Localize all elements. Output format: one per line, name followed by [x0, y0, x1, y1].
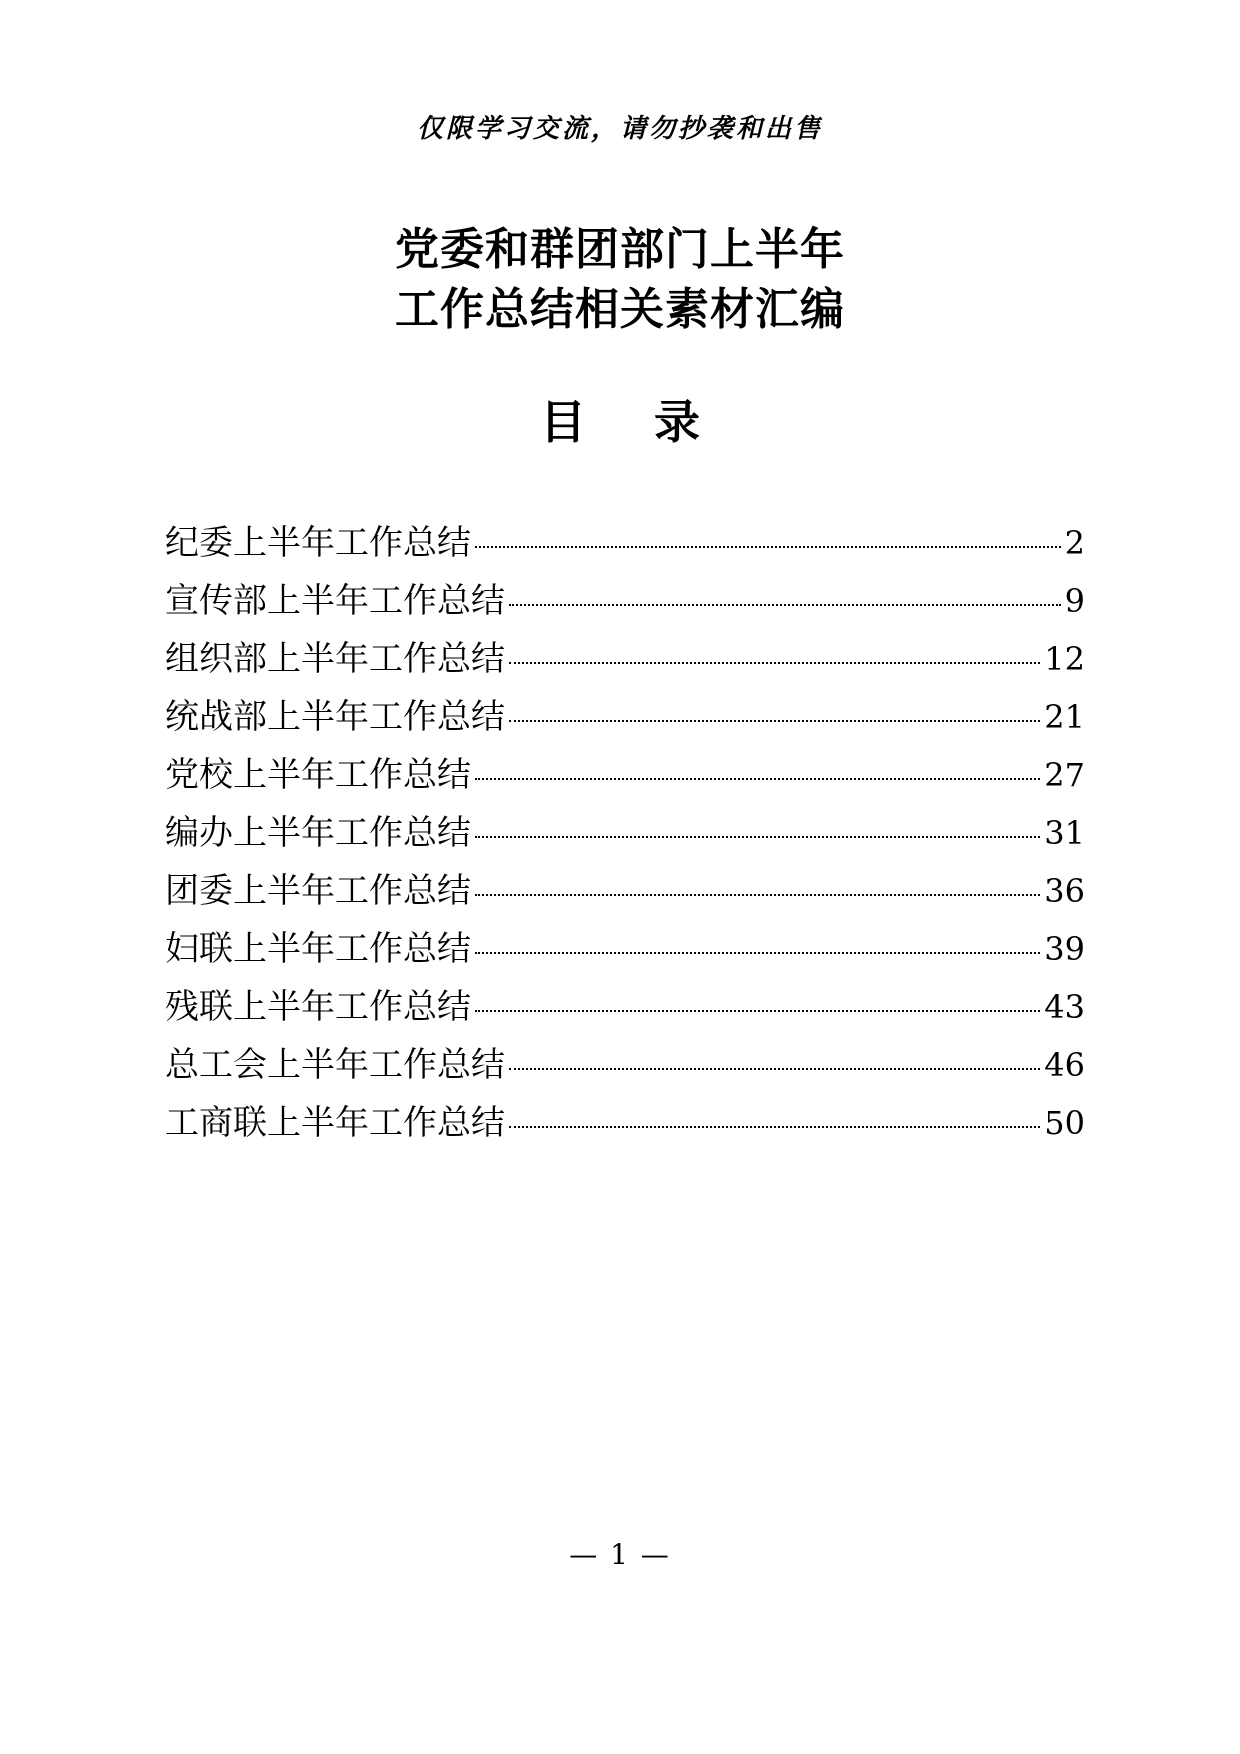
toc-leader-dots — [475, 894, 1040, 896]
toc-heading — [0, 392, 1240, 452]
toc-leader-dots — [475, 1010, 1040, 1012]
toc-leader-dots — [475, 952, 1040, 954]
document-title — [0, 220, 1240, 340]
toc-leader-dots — [509, 720, 1040, 722]
title-line-2: 工作总结相关素材汇编 — [395, 284, 845, 335]
toc-entry-label: 编办上半年工作总结 — [165, 813, 471, 853]
toc-entry-page: 12 — [1044, 640, 1085, 678]
toc-entry[interactable] — [165, 1036, 1085, 1094]
toc-heading-char-2: 录 — [654, 395, 700, 449]
toc-entry-label: 工商联上半年工作总结 — [165, 1103, 505, 1143]
toc-entry-page: 36 — [1044, 872, 1085, 910]
toc-entry-page: 9 — [1064, 582, 1085, 620]
toc-entry-page: 39 — [1044, 930, 1085, 968]
toc-leader-dots — [509, 1126, 1040, 1128]
toc-entry-label: 纪委上半年工作总结 — [165, 523, 471, 563]
toc-entry-label: 残联上半年工作总结 — [165, 987, 471, 1027]
toc-entry-label: 总工会上半年工作总结 — [165, 1045, 505, 1085]
page-number: — 1 — — [569, 1538, 671, 1571]
toc-entry-page: 50 — [1044, 1104, 1085, 1142]
table-of-contents — [165, 514, 1085, 1152]
toc-entry-page: 27 — [1044, 756, 1085, 794]
toc-entry-label: 妇联上半年工作总结 — [165, 929, 471, 969]
toc-leader-dots — [509, 1068, 1040, 1070]
toc-entry[interactable] — [165, 1094, 1085, 1152]
toc-entry[interactable] — [165, 746, 1085, 804]
title-line-1: 党委和群团部门上半年 — [395, 224, 845, 275]
toc-entry-page: 21 — [1044, 698, 1085, 736]
toc-entry[interactable] — [165, 804, 1085, 862]
toc-entry-page: 31 — [1044, 814, 1085, 852]
toc-entry[interactable] — [165, 978, 1085, 1036]
toc-leader-dots — [509, 662, 1040, 664]
toc-entry[interactable] — [165, 514, 1085, 572]
usage-notice: 仅限学习交流，请勿抄袭和出售 — [416, 114, 823, 144]
toc-entry[interactable] — [165, 920, 1085, 978]
toc-leader-dots — [475, 836, 1040, 838]
toc-entry[interactable] — [165, 630, 1085, 688]
toc-entry-label: 团委上半年工作总结 — [165, 871, 471, 911]
toc-entry[interactable] — [165, 862, 1085, 920]
toc-entry-label: 党校上半年工作总结 — [165, 755, 471, 795]
toc-entry[interactable] — [165, 572, 1085, 630]
toc-leader-dots — [475, 546, 1061, 548]
toc-heading-char-1: 目 — [540, 395, 586, 449]
toc-entry-label: 宣传部上半年工作总结 — [165, 581, 505, 621]
toc-entry[interactable] — [165, 688, 1085, 746]
toc-entry-page: 46 — [1044, 1046, 1085, 1084]
toc-entry-label: 统战部上半年工作总结 — [165, 697, 505, 737]
toc-entry-page: 2 — [1064, 524, 1085, 562]
toc-leader-dots — [509, 604, 1061, 606]
toc-entry-page: 43 — [1044, 988, 1085, 1026]
toc-entry-label: 组织部上半年工作总结 — [165, 639, 505, 679]
toc-leader-dots — [475, 778, 1040, 780]
